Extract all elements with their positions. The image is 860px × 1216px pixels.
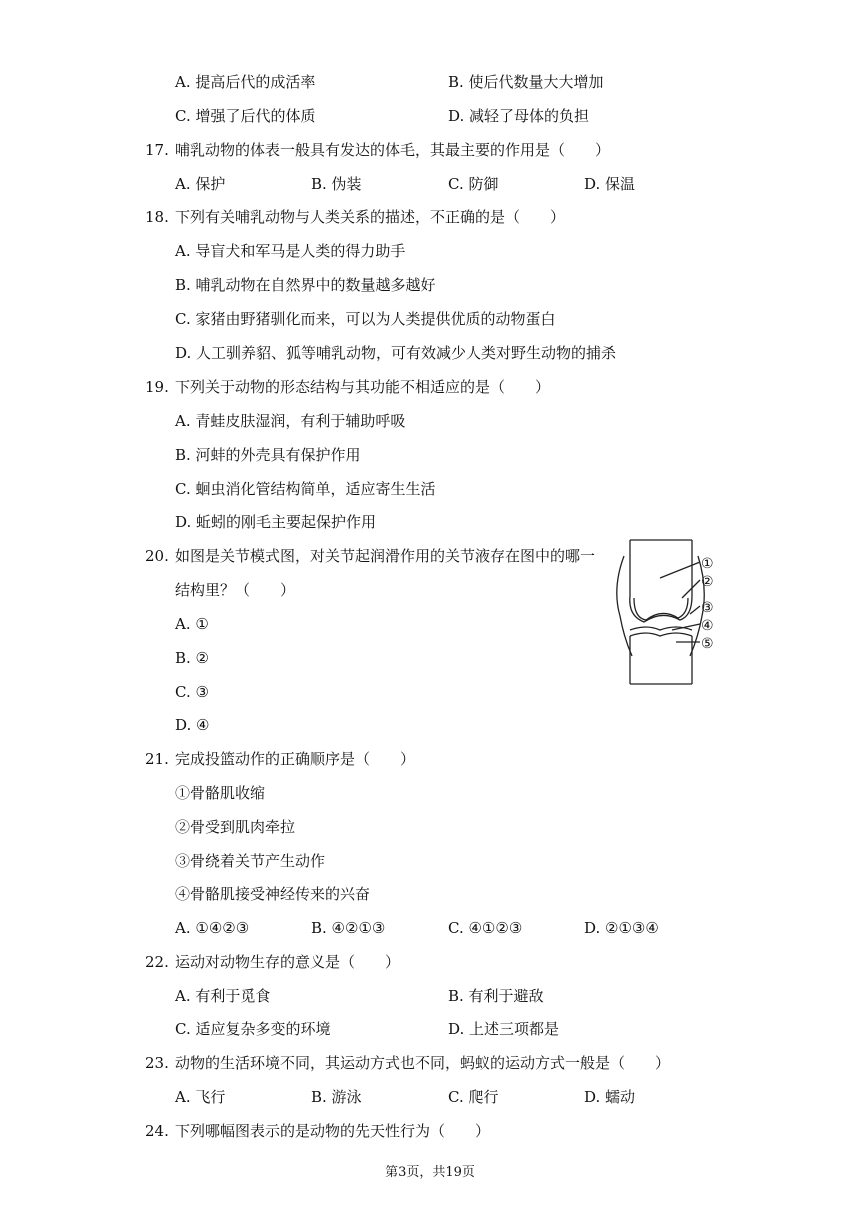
q23-number: 23. (145, 1054, 169, 1072)
q22-option-c: C. 适应复杂多变的环境 (175, 1020, 331, 1038)
q23-option-a: A. 飞行 (175, 1088, 226, 1106)
q21-option-c: C. ④①②③ (448, 919, 523, 937)
q17-option-a: A. 保护 (175, 175, 226, 193)
figure-label-3: ③ (701, 600, 714, 616)
q19-stem: 下列关于动物的形态结构与其功能不相适应的是（ ） (175, 378, 551, 396)
q19-option-b: B. 河蚌的外壳具有保护作用 (175, 446, 361, 464)
q21-step-1: ①骨骼肌收缩 (175, 784, 266, 802)
q16-option-a: A. 提高后代的成活率 (175, 73, 316, 91)
q17-option-d: D. 保温 (584, 175, 636, 193)
q21-step-3: ③骨绕着关节产生动作 (175, 852, 326, 870)
q23-stem: 动物的生活环境不同，其运动方式也不同，蚂蚁的运动方式一般是（ ） (175, 1054, 671, 1072)
q18-option-d: D. 人工驯养貂、狐等哺乳动物，可有效减少人类对野生动物的捕杀 (175, 344, 617, 362)
q19-option-d: D. 蚯蚓的刚毛主要起保护作用 (175, 513, 377, 531)
q19-option-a: A. 青蛙皮肤湿润，有利于辅助呼吸 (175, 412, 406, 430)
q19-number: 19. (145, 378, 169, 396)
q16-option-b: B. 使后代数量大大增加 (448, 73, 604, 91)
q18-stem: 下列有关哺乳动物与人类关系的描述，不正确的是（ ） (175, 208, 566, 226)
q20-option-a: A. ① (175, 615, 209, 633)
q20-stem-part1: 如图是关节模式图，对关节起润滑作用的关节液存在图中的哪一 (175, 547, 596, 565)
q23-option-d: D. 蠕动 (584, 1088, 636, 1106)
q17-number: 17. (145, 141, 169, 159)
q24-stem: 下列哪幅图表示的是动物的先天性行为（ ） (175, 1122, 491, 1140)
q21-step-2: ②骨受到肌肉牵拉 (175, 818, 296, 836)
q17-stem: 哺乳动物的体表一般具有发达的体毛，其最主要的作用是（ ） (175, 141, 611, 159)
q22-option-d: D. 上述三项都是 (448, 1020, 560, 1038)
q21-step-4: ④骨骼肌接受神经传来的兴奋 (175, 885, 371, 903)
q21-option-d: D. ②①③④ (584, 919, 659, 937)
q21-number: 21. (145, 750, 169, 768)
figure-label-2: ② (701, 574, 714, 590)
q18-number: 18. (145, 208, 169, 226)
joint-diagram (600, 538, 725, 686)
q23-option-c: C. 爬行 (448, 1088, 499, 1106)
figure-label-5: ⑤ (701, 636, 714, 652)
q22-stem: 运动对动物生存的意义是（ ） (175, 953, 401, 971)
q16-option-d: D. 减轻了母体的负担 (448, 107, 590, 125)
upper-bone-outline (630, 540, 692, 622)
q24-number: 24. (145, 1122, 169, 1140)
figure-label-1: ① (701, 556, 714, 572)
lower-cartilage (630, 633, 692, 636)
q17-option-b: B. 伪装 (311, 175, 362, 193)
q20-option-d: D. ④ (175, 716, 210, 734)
q20-option-c: C. ③ (175, 683, 209, 701)
q21-stem: 完成投篮动作的正确顺序是（ ） (175, 750, 416, 768)
q18-option-b: B. 哺乳动物在自然界中的数量越多越好 (175, 276, 436, 294)
lower-bone-outline (630, 636, 692, 684)
q22-option-b: B. 有利于避敌 (448, 987, 544, 1005)
upper-cartilage (634, 598, 688, 620)
q20-number: 20. (145, 547, 169, 565)
figure-label-4: ④ (701, 618, 714, 634)
q17-option-c: C. 防御 (448, 175, 499, 193)
q21-option-a: A. ①④②③ (175, 919, 250, 937)
q22-option-a: A. 有利于觅食 (175, 987, 271, 1005)
page-footer: 第3页，共19页 (385, 1165, 475, 1180)
q20-option-b: B. ② (175, 649, 210, 667)
q21-option-b: B. ④②①③ (311, 919, 386, 937)
q19-option-c: C. 蛔虫消化管结构简单，适应寄生生活 (175, 480, 436, 498)
q18-option-c: C. 家猪由野猪驯化而来，可以为人类提供优质的动物蛋白 (175, 310, 556, 328)
q22-number: 22. (145, 953, 169, 971)
q18-option-a: A. 导盲犬和军马是人类的得力助手 (175, 242, 406, 260)
q23-option-b: B. 游泳 (311, 1088, 362, 1106)
q20-stem-part2: 结构里？（ ） (175, 581, 296, 599)
q16-option-c: C. 增强了后代的体质 (175, 107, 316, 125)
